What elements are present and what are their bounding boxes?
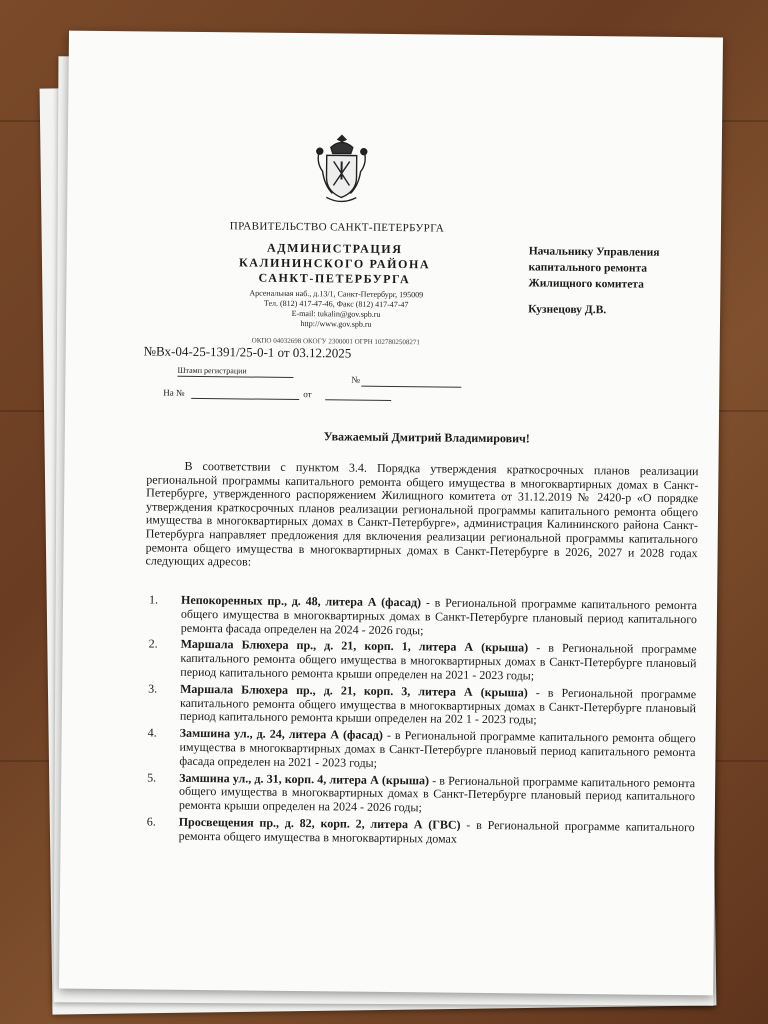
administration-title bbox=[164, 240, 504, 289]
letter-greeting: Уважаемый Дмитрий Владимирович! bbox=[323, 429, 530, 446]
list-item bbox=[143, 771, 695, 818]
list-item-number: 5. bbox=[147, 770, 157, 785]
list-item bbox=[144, 638, 696, 685]
list-item-text: - в Региональной программе капитального ремонта общего имущества в многоквартирных домах в Санкт-Петербурге плановый период капитального ремонта фасада определен на 2021 - 2023 годы; bbox=[179, 728, 696, 770]
number-label: № bbox=[351, 374, 361, 385]
reference-row bbox=[163, 388, 463, 401]
recipient-line-1: Начальнику Управления bbox=[528, 245, 660, 259]
number-blank-line bbox=[361, 386, 461, 388]
letter-sheet bbox=[59, 31, 723, 996]
letter-intro-paragraph: В соответствии с пунктом 3.4. Порядка утверждения краткосрочных планов реализации региональной программы капитального ремонта общего имущества в многоквартирных домах в Санкт-Петербурге, утвержденного распоряжением Жилищного комитета от 31.12.2019 № 2420-р «О порядке утверждения краткосрочных планов реализации региональной программы капитального ремонта общего имущества в многоквартирных домах в Санкт-Петербурге», администрация Калининского района Санкт-Петербурга направляет предложения для включения реализации региональной программы капитального ремонта общего имущества в многоквартирных домах в Санкт-Петербурге в 2026, 2027 и 2028 годах следующих адресов: bbox=[145, 458, 699, 569]
reference-date-line bbox=[325, 399, 391, 401]
recipient-line-2: капитального ремонта bbox=[528, 261, 648, 275]
list-item-number: 3. bbox=[148, 681, 158, 696]
list-item-number: 6. bbox=[146, 814, 156, 829]
registration-number: №Вх-04-25-1391/25-0-1 от 03.12.2025 bbox=[143, 343, 352, 361]
email-line: E-mail: tukalin@gov.spb.ru bbox=[291, 308, 381, 319]
list-item-address: Маршала Блюхера пр., д. 21, корп. 3, литера А (крыша) bbox=[180, 681, 528, 700]
reference-date-label: от bbox=[303, 389, 312, 400]
address-list bbox=[142, 593, 697, 851]
government-title: ПРАВИТЕЛЬСТВО САНКТ-ПЕТЕРБУРГА bbox=[229, 220, 445, 235]
list-item bbox=[143, 727, 695, 774]
list-item-text: - в Региональной программе капитального ремонта общего имущества в многоквартирных домах в Санкт-Петербурге плановый период капитального ремонта крыши определен на 202 1 - 2023 годы; bbox=[179, 685, 697, 727]
list-item-text: - в Региональной программе капитального ремонта общего имущества в многоквартирных домах в Санкт-Петербурге плановый период капитального ремонта крыши определен на 2021 - 2023 годы; bbox=[180, 640, 697, 683]
list-item-address: Маршала Блюхера пр., д. 21, корп. 1, литера А (крыша) bbox=[180, 637, 529, 655]
list-item bbox=[145, 593, 697, 640]
reference-label: На № bbox=[163, 387, 185, 398]
letter-content bbox=[143, 119, 710, 846]
list-item bbox=[144, 682, 696, 729]
list-item-address: Просвещения пр., д. 82, корп. 2, литера А (ГВС) bbox=[178, 814, 461, 832]
phone-fax-line: Тел. (812) 417-47-46, Факс (812) 417-47-47 bbox=[263, 298, 409, 310]
list-item-number: 1. bbox=[149, 592, 159, 607]
list-item-text: - в Региональной программе капитального ремонта общего имущества в многоквартирных домах в Санкт-Петербурге плановый период капитального ремонта крыши определен на 2024 - 2026 годы; bbox=[178, 772, 696, 815]
list-item bbox=[143, 815, 695, 848]
list-item-number: 2. bbox=[148, 636, 158, 651]
address-line: Арсенальная наб., д.13/1, Санкт-Петербург, 195009 bbox=[249, 288, 424, 300]
recipient-line-3: Жилищного комитета bbox=[528, 277, 644, 291]
okpo-codes: ОКПО 04032698 ОКОГУ 2300001 ОГРН 1027802508271 bbox=[251, 336, 420, 347]
st-petersburg-coat-of-arms-icon bbox=[312, 131, 371, 208]
registration-stamp-label: Штамп регистрации bbox=[177, 366, 293, 378]
reference-number-line bbox=[191, 398, 299, 400]
list-item-address: Замшина ул., д. 24, литера А (фасад) bbox=[179, 725, 383, 743]
list-item-number: 4. bbox=[147, 725, 157, 740]
list-item-text: - в Региональной программе капитального ремонта общего имущества в многоквартирных домах bbox=[178, 817, 695, 846]
website-line: http://www.gov.spb.ru bbox=[300, 319, 372, 329]
admin-line-1: АДМИНИСТРАЦИЯ bbox=[266, 240, 403, 257]
sender-address bbox=[176, 288, 496, 331]
list-item-address: Непокоренных пр., д. 48, литера А (фасад) bbox=[181, 592, 422, 610]
recipient-block bbox=[528, 243, 728, 293]
recipient-name: Кузнецову Д.В. bbox=[528, 303, 607, 317]
list-item-address: Замшина ул., д. 31, корп. 4, литера А (крыша) bbox=[179, 770, 430, 787]
admin-line-2: КАЛИНИНСКОГО РАЙОНА bbox=[238, 255, 431, 272]
admin-line-3: САНКТ-ПЕТЕРБУРГА bbox=[258, 270, 411, 287]
list-item-text: - в Региональной программе капитального ремонта общего имущества в многоквартирных домах в Санкт-Петербурге плановый период капитального ремонта фасада определен на 2024 - 2026 годы; bbox=[180, 595, 698, 637]
